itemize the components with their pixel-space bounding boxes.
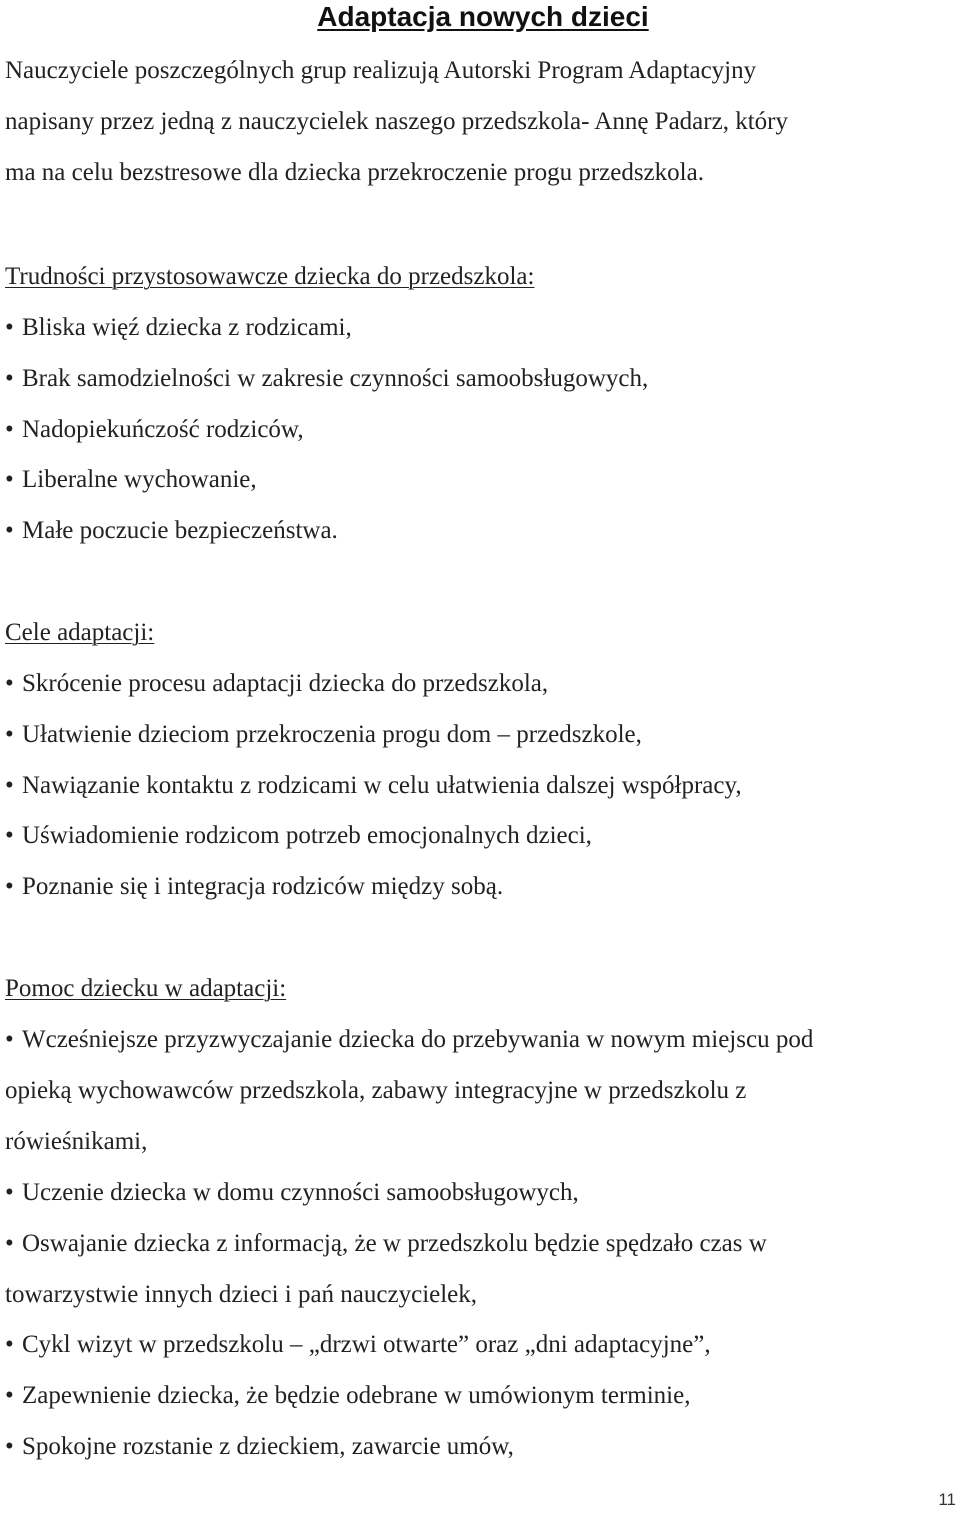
list-item-text: Poznanie się i integracja rodziców między sobą.	[22, 873, 504, 900]
bullet-icon: •	[5, 822, 14, 849]
list-item	[5, 313, 352, 343]
list-item-text: Brak samodzielności w zakresie czynności samoobsługowych,	[22, 365, 649, 392]
list-item	[5, 1432, 514, 1462]
list-item-continuation: rówieśnikami,	[5, 1128, 148, 1155]
bullet-icon: •	[5, 772, 14, 799]
bullet-icon: •	[5, 1382, 14, 1409]
list-item-text: Uczenie dziecka w domu czynności samoobsługowych,	[22, 1179, 579, 1206]
bullet-icon: •	[5, 721, 14, 748]
list-item-text: Cykl wizyt w przedszkolu – „drzwi otwarte” oraz „dni adaptacyjne”,	[22, 1331, 711, 1358]
list-item	[5, 720, 642, 750]
list-item	[5, 364, 648, 394]
bullet-icon: •	[5, 1331, 14, 1358]
list-item	[5, 821, 592, 851]
intro-line: Nauczyciele poszczególnych grup realizują Autorski Program Adaptacyjny	[5, 57, 757, 84]
list-item-text: Bliska więź dziecka z rodzicami,	[22, 314, 352, 341]
list-item-text: Oswajanie dziecka z informacją, że w przedszkolu będzie spędzało czas w	[22, 1230, 767, 1257]
list-item-text: Zapewnienie dziecka, że będzie odebrane w umówionym terminie,	[22, 1382, 691, 1409]
list-item-text: Małe poczucie bezpieczeństwa.	[22, 517, 338, 544]
list-item	[5, 1025, 813, 1055]
list-item-text: Uświadomienie rodzicom potrzeb emocjonalnych dzieci,	[22, 822, 592, 849]
list-item-text: Wcześniejsze przyzwyczajanie dziecka do przebywania w nowym miejscu pod	[22, 1026, 814, 1053]
list-item	[5, 465, 257, 495]
list-item-continuation: opieką wychowawców przedszkola, zabawy integracyjne w przedszkolu z	[5, 1077, 747, 1104]
intro-line: ma na celu bezstresowe dla dziecka przekroczenie progu przedszkola.	[5, 159, 704, 186]
section-heading-pomoc: Pomoc dziecku w adaptacji:	[5, 975, 287, 1002]
list-item	[5, 771, 742, 801]
bullet-icon: •	[5, 1230, 14, 1257]
bullet-icon: •	[5, 314, 14, 341]
list-item	[5, 516, 338, 546]
list-item	[5, 669, 548, 699]
bullet-icon: •	[5, 517, 14, 544]
bullet-icon: •	[5, 873, 14, 900]
list-item-text: Ułatwienie dzieciom przekroczenia progu dom – przedszkole,	[22, 721, 642, 748]
list-item-text: Liberalne wychowanie,	[22, 466, 257, 493]
section-heading-trudnosci: Trudności przystosowawcze dziecka do przedszkola:	[5, 263, 535, 290]
bullet-icon: •	[5, 466, 14, 493]
list-item	[5, 1330, 711, 1360]
page-number: 11	[938, 1490, 956, 1509]
list-item-text: Nadopiekuńczość rodziców,	[22, 416, 304, 443]
intro-line: napisany przez jedną z nauczycielek naszego przedszkola- Annę Padarz, który	[5, 108, 788, 135]
list-item	[5, 1229, 767, 1259]
bullet-icon: •	[5, 1179, 14, 1206]
section-heading-cele: Cele adaptacji:	[5, 619, 155, 646]
bullet-icon: •	[5, 670, 14, 697]
list-item	[5, 872, 503, 902]
page-title: Adaptacja nowych dzieci	[317, 1, 649, 32]
list-item	[5, 1178, 579, 1208]
bullet-icon: •	[5, 365, 14, 392]
bullet-icon: •	[5, 416, 14, 443]
list-item-continuation: towarzystwie innych dzieci i pań nauczycielek,	[5, 1281, 478, 1308]
list-item-text: Spokojne rozstanie z dzieckiem, zawarcie umów,	[22, 1433, 514, 1460]
bullet-icon: •	[5, 1026, 14, 1053]
list-item	[5, 1381, 690, 1411]
list-item-text: Nawiązanie kontaktu z rodzicami w celu ułatwienia dalszej współpracy,	[22, 772, 742, 799]
list-item	[5, 415, 304, 445]
bullet-icon: •	[5, 1433, 14, 1460]
list-item-text: Skrócenie procesu adaptacji dziecka do przedszkola,	[22, 670, 549, 697]
